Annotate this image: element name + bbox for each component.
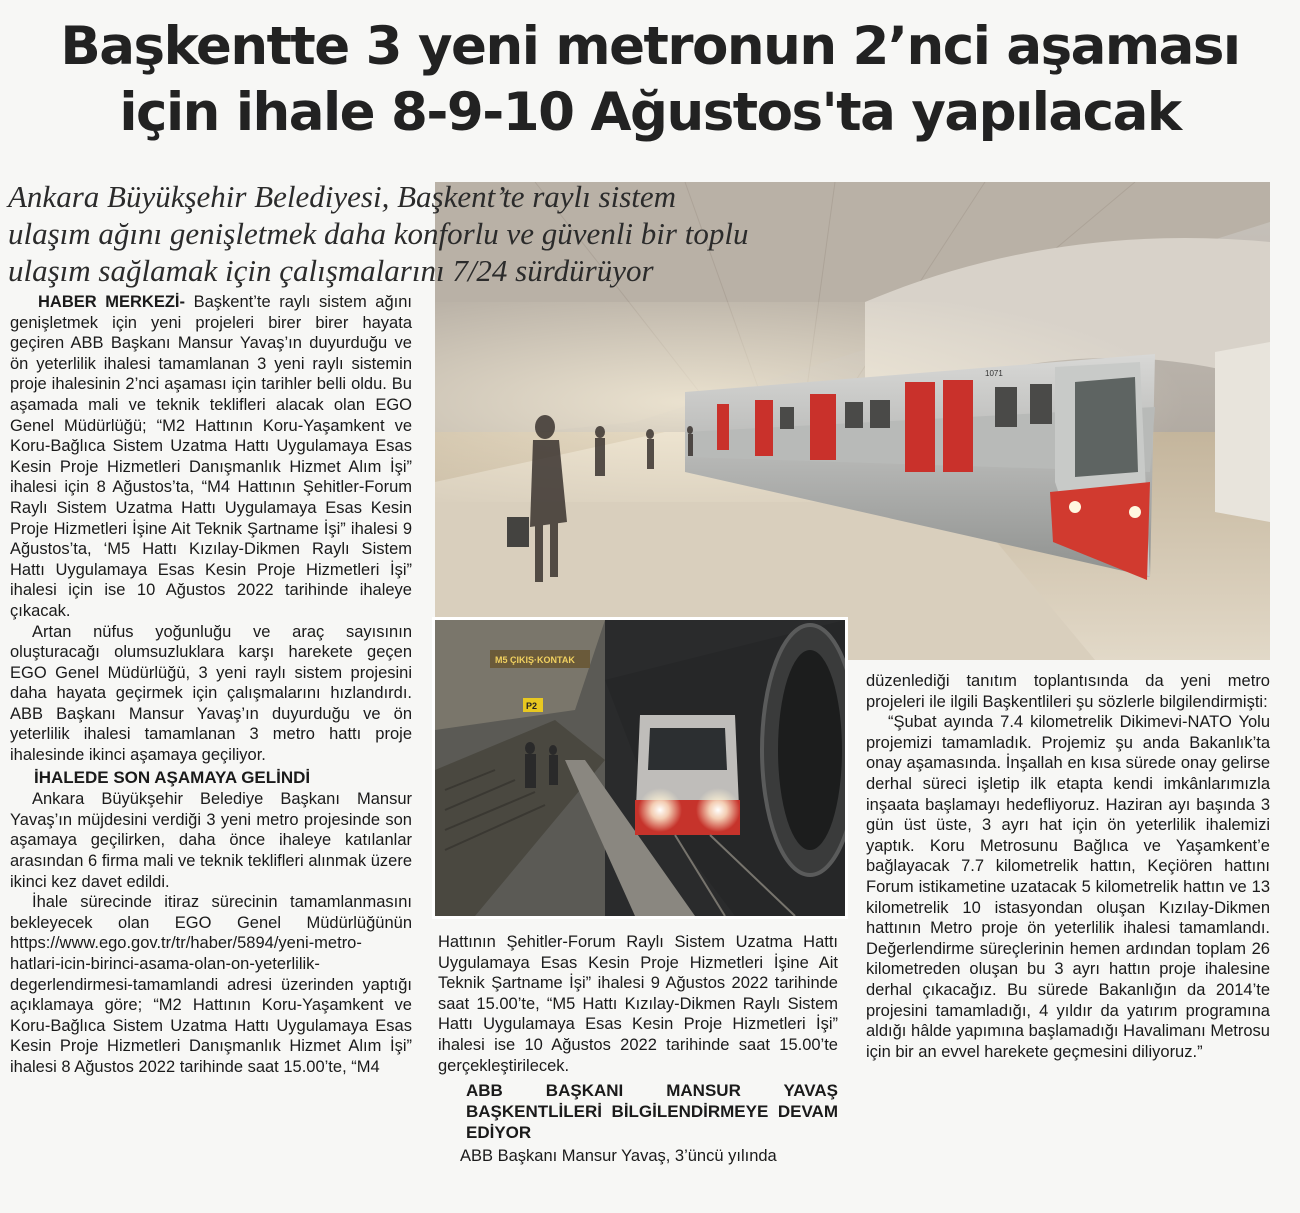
train-number: 1071 xyxy=(985,369,1003,378)
metro-tunnel-photo xyxy=(432,617,848,919)
platform-sign: P2 xyxy=(526,701,538,711)
left-paragraph-4: İhale sürecinde itiraz sürecinin tamamlanmasını bekleyecek olan EGO Genel Müdürlüğünün https://www.ego.gov.tr/tr/haber/5894/yeni-metro-hatlari-icin-birinci-asama-olan-on-yeterlilik-degerlendirmesi-tamamlandi adresi üzerinden yaptığı açıklamaya göre; “M2 Hattının Koru-Yaşamkent ve Koru-Bağlıca Sistem Uzatma Hattı Uygulamaya Esas Kesin Proje Hizmetleri Danışmanlık Hizmet Alım İşi” ihalesi 8 Ağustos 2022 tarihinde saat 15.00’te, “M4 xyxy=(10,893,412,1076)
subheading-abb-baskani: ABB BAŞKANI MANSUR YAVAŞ BAŞKENTLİLERİ BİLGİLENDİRMEYE DEVAM EDİYOR xyxy=(466,1081,838,1143)
station-sign: M5 ÇIKIŞ·KONTAK xyxy=(495,655,575,665)
middle-column xyxy=(438,932,838,1167)
headline xyxy=(0,14,1300,146)
right-column xyxy=(866,671,1270,1062)
metro-tunnel-illustration xyxy=(435,620,845,916)
spot-line-1: Ankara Büyükşehir Belediyesi, Başkent’te raylı sistem xyxy=(8,179,677,214)
left-paragraph-1: Başkent’te raylı sistem ağını genişletmek için yeni projeleri birer birer hayata geçiren ABB Başkanı Mansur Yavaş’ın duyurduğu ve ön yeterlilik ihalesi tamamlanan 3 yeni raylı sistemin proje ihalesinin 2’nci aşaması için tarihler belli oldu. Bu aşamada mali ve teknik teklifleri alacak olan EGO Genel Müdürlüğü; “M2 Hattının Koru-Yaşamkent ve Koru-Bağlıca Sistem Uzatma Hattı Uygulamaya Esas Kesin Proje Hizmetleri Danışmanlık Hizmet Alım İşi” ihalesi için 8 Ağustos’ta, “M4 Hattının Şehitler-Forum Raylı Sistem Uzatma Hattı Uygulamaya Esas Kesin Proje Hizmetleri İşine Ait Teknik Şartname İşi” ihalesi 9 Ağustos’ta, ‘M5 Hattı Kızılay-Dikmen Raylı Sistem Hattı Uygulamaya Esas Kesin Proje Hizmetleri İşi” ihalesi için ise 10 Ağustos 2022 tarihinde ihaleye çıkacak. xyxy=(10,293,412,620)
middle-paragraph-2: ABB Başkanı Mansur Yavaş, 3’üncü yılında xyxy=(460,1147,777,1166)
spot-line-3: ulaşım sağlamak için çalışmalarını 7/24 sürdürüyor xyxy=(8,253,654,288)
left-paragraph-3: Ankara Büyükşehir Belediye Başkanı Mansur Yavaş’ın müjdesini verdiği 3 yeni metro projesinde son aşamaya geçilirken, daha önce ihaleye katılanlar arasından 6 firma mali ve teknik teklifleri alınmak üzere ikinci kez davet edildi. xyxy=(10,790,412,891)
spot-line-2: ulaşım ağını genişletmek daha konforlu ve güvenli bir toplu xyxy=(8,216,749,251)
arriving-train xyxy=(635,715,740,835)
byline-kicker: HABER MERKEZİ- xyxy=(38,293,186,311)
right-paragraph-2: “Şubat ayında 7.4 kilometrelik Dikimevi-NATO Yolu projemizi tamamladık. Projemiz şu anda Bakanlık’ta onay aşamasında. İnşallah en kısa sürede onay gelirse derhal süreci işletip ilk etapta kendi imkânlarımızla inşaata başlamayı hedefliyoruz. Haziran ayı başında 3 gün üst üste, 3 ayrı hat için ön yeterlilik ihalemizi yaptık. Koru Metrosunu Bağlıca ve Yaşamkent’e bağlayacak 7.7 kilometrelik hattın, Keçiören hattını Forum istikametine uzatacak 5 kilometrelik hattın ve 13 kilometrelik 10 istasyondan oluşan Kızılay-Dikmen hattının Metro proje ön yeterlilik ihalesi tamamlandı. Değerlendirme süreçlerinin hemen ardından toplam 26 kilometreden oluşan bu 3 ayrı hattın proje ihalesine derhal çıkacağız. Bu sürede Bakanlığın da 2014’te projesini tamamladığı, 4 yıldır da yatırım programına aldığı hâlde yapımına başlamadığı Havalimanı Metrosu için bir an evvel harekete geçmesini diliyoruz.” xyxy=(866,713,1270,1061)
spot-text xyxy=(8,178,858,289)
middle-paragraph-1: Hattının Şehitler-Forum Raylı Sistem Uzatma Hattı Uygulamaya Esas Kesin Proje Hizmetleri İşine Ait Teknik Şartname İşi” ihalesi 9 Ağustos 2022 tarihinde saat 15.00’te, “M5 Hattı Kızılay-Dikmen Raylı Sistem Hattı Uygulamaya Esas Kesin Proje Hizmetleri İşi” ihalesi ise 10 Ağustos 2022 tarihinde saat 15.00’te gerçekleştirilecek. xyxy=(438,933,838,1075)
left-paragraph-2: Artan nüfus yoğunluğu ve araç sayısının oluşturacağı olumsuzluklara karşı harekete geçen EGO Genel Müdürlüğü, 3 yeni raylı sistem projesini daha hayata geçirmek için çalışmalarını hızlandırdı. ABB Başkanı Mansur Yavaş’ın duyurduğu ve ön yeterlilik ihalesi tamamlanan 3 metro hattı proje ihalesinde ikinci aşamaya geçiliyor. xyxy=(10,622,412,765)
right-paragraph-1: düzenlediği tanıtım toplantısında da yeni metro projeleri ile ilgili Başkentlileri şu sözlerle bilgilendirmişti: xyxy=(866,672,1270,711)
subheading-ihale: İHALEDE SON AŞAMAYA GELİNDİ xyxy=(34,767,311,787)
headline-line-1: Başkentte 3 yeni metronun 2’nci aşaması xyxy=(60,16,1240,77)
headline-line-2: için ihale 8-9-10 Ağustos'ta yapılacak xyxy=(119,82,1181,143)
left-column xyxy=(10,292,412,1078)
